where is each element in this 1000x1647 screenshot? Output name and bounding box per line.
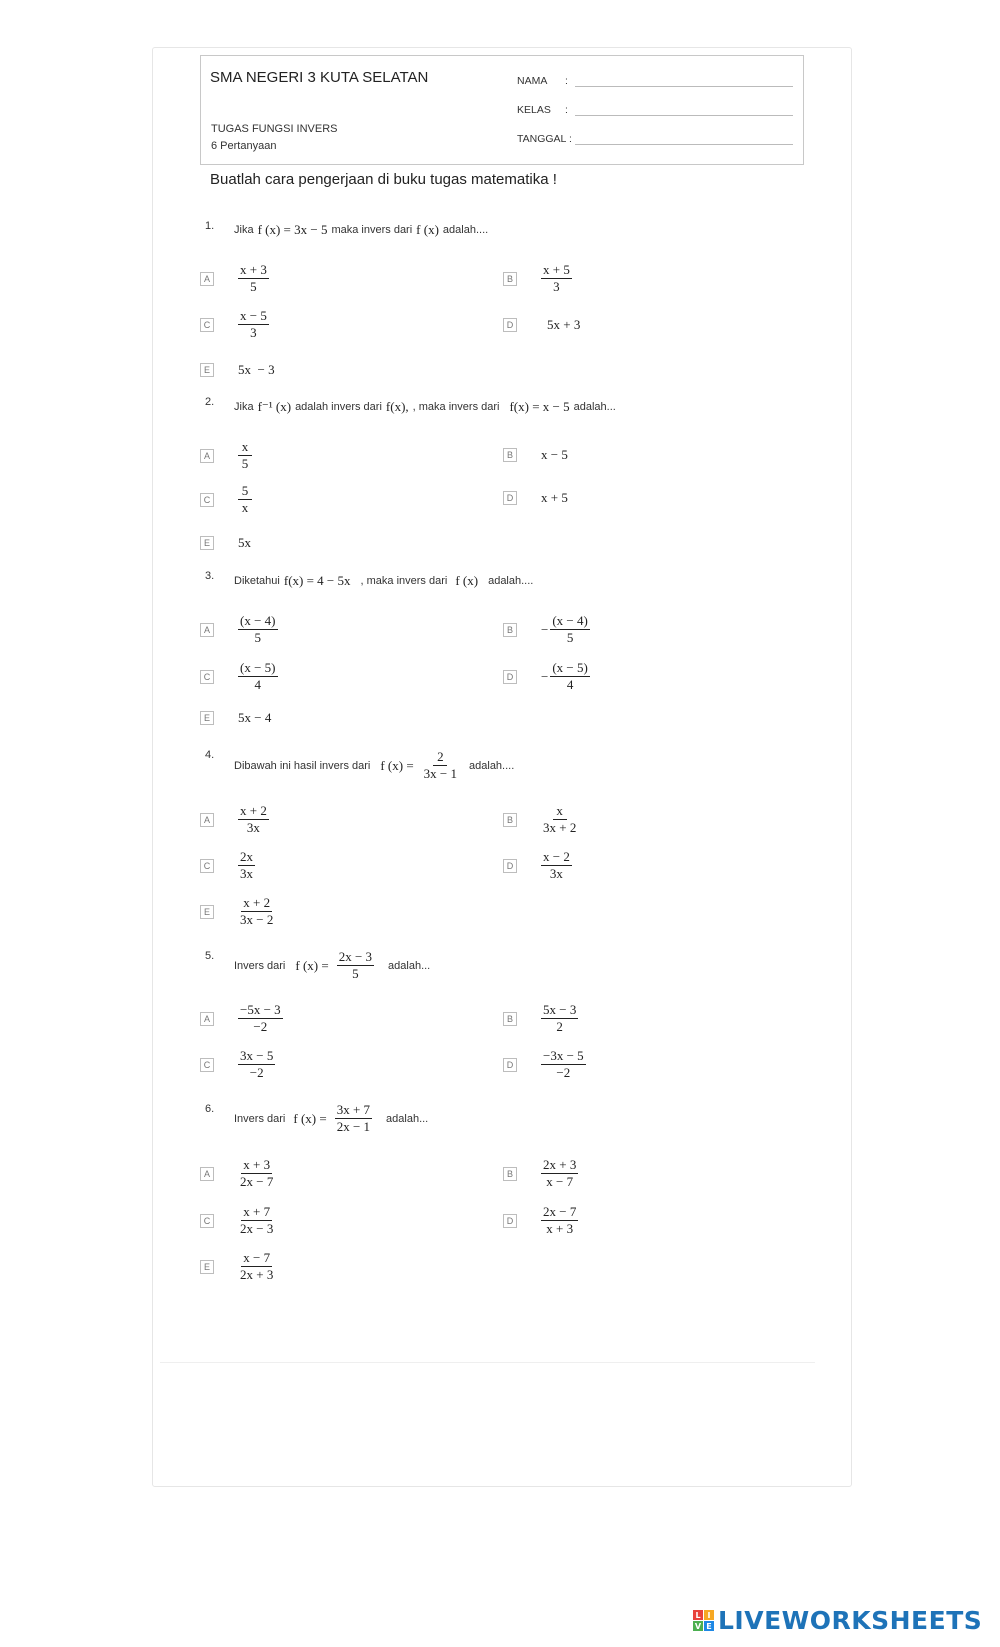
question-text-part: Invers dari [234, 1112, 286, 1125]
numerator: (x − 4) [240, 613, 276, 628]
question-math: f (x) = [293, 1110, 327, 1126]
option-b[interactable] [503, 1158, 578, 1189]
field-line[interactable] [575, 133, 793, 145]
denominator: 3x [240, 866, 253, 881]
question-math: f⁻¹ (x) [257, 399, 292, 414]
option-letter: A [200, 1167, 214, 1181]
numerator: x + 3 [240, 262, 267, 277]
option-fraction [550, 614, 590, 645]
numerator: 2x + 3 [543, 1157, 577, 1172]
option-d[interactable] [503, 490, 568, 506]
denominator: 3x + 2 [543, 820, 577, 835]
question-number: 3. [205, 570, 215, 582]
option-letter: A [200, 1012, 214, 1026]
option-fraction [238, 263, 269, 294]
option-fraction [238, 1251, 275, 1282]
field-colon: : [569, 133, 572, 145]
option-e[interactable] [200, 1251, 275, 1282]
option-value: x − 5 [541, 447, 568, 462]
denominator: 5 [352, 966, 359, 981]
numerator: 2 [433, 750, 447, 766]
denominator: 3 [553, 279, 560, 294]
divider [160, 1362, 815, 1363]
option-e[interactable] [200, 535, 251, 551]
option-fraction [541, 804, 578, 835]
option-fraction [541, 263, 572, 294]
numerator: x + 7 [243, 1204, 271, 1219]
denominator: x [241, 500, 249, 515]
question-fraction [422, 750, 459, 781]
question-number: 6. [205, 1103, 215, 1115]
question-text [234, 950, 430, 981]
option-d[interactable] [503, 317, 580, 333]
numerator: x + 2 [240, 803, 267, 818]
liveworksheets-logo [693, 1606, 982, 1635]
logo-text: LIVEWORKSHEETS [718, 1606, 983, 1635]
option-b[interactable] [503, 804, 578, 835]
option-letter: D [503, 318, 517, 332]
option-fraction [238, 484, 252, 515]
question-math: f (x) [455, 573, 479, 588]
option-fraction [238, 896, 275, 927]
numerator: x [238, 440, 252, 456]
question-math: f(x), [385, 399, 409, 414]
logo-mark-letter: I [704, 1610, 714, 1620]
numerator: x − 5 [240, 308, 267, 323]
option-fraction [550, 661, 590, 692]
option-fraction [238, 1158, 275, 1189]
option-b[interactable] [503, 1003, 578, 1034]
question-text-part: Jika [234, 401, 254, 413]
option-letter: B [503, 813, 517, 827]
option-c[interactable] [200, 309, 269, 340]
question-math: f (x) [416, 222, 439, 237]
option-a[interactable] [200, 614, 278, 645]
option-d[interactable] [503, 1205, 578, 1236]
question-count: 6 Pertanyaan [211, 140, 277, 152]
option-c[interactable] [200, 1205, 275, 1236]
option-c[interactable] [200, 484, 252, 515]
option-letter: C [200, 1058, 214, 1072]
option-letter: C [200, 318, 214, 332]
numerator: x − 7 [243, 1250, 271, 1265]
school-name: SMA NEGERI 3 KUTA SELATAN [210, 69, 429, 86]
option-fraction [541, 1003, 578, 1034]
class-field[interactable] [517, 100, 793, 116]
option-letter: E [200, 1260, 214, 1274]
option-letter: B [503, 448, 517, 462]
question-math: f (x) = 3x − 5 [257, 222, 328, 237]
option-letter: B [503, 272, 517, 286]
option-a[interactable] [200, 1003, 283, 1034]
question-math: f (x) = [380, 757, 414, 773]
denominator: −2 [556, 1065, 571, 1080]
option-letter: C [200, 859, 214, 873]
numerator: x − 2 [543, 849, 570, 864]
numerator: x + 5 [543, 262, 570, 277]
option-letter: D [503, 1058, 517, 1072]
option-fraction [238, 614, 278, 645]
numerator: x + 2 [243, 895, 271, 910]
numerator: 2x − 3 [338, 949, 373, 964]
option-letter: A [200, 813, 214, 827]
option-letter: B [503, 1167, 517, 1181]
question-text-part: , maka invers dari [412, 401, 500, 413]
question-number: 1. [205, 220, 215, 232]
question-text-part: adalah... [573, 401, 616, 413]
denominator: 2x + 3 [240, 1267, 274, 1282]
option-value: 5x + 3 [547, 317, 581, 332]
field-label: TANGGAL [517, 133, 567, 145]
option-value: 5x [238, 535, 251, 550]
numerator: −3x − 5 [543, 1048, 584, 1063]
denominator: 2x − 3 [240, 1221, 274, 1236]
question-text-part: adalah invers dari [295, 401, 382, 413]
instruction: Buatlah cara pengerjaan di buku tugas matematika ! [210, 171, 557, 188]
option-b[interactable] [503, 614, 590, 645]
option-c[interactable] [200, 1049, 275, 1080]
question-number: 5. [205, 950, 215, 962]
question-text [234, 750, 514, 781]
option-e[interactable] [200, 896, 275, 927]
option-letter: E [200, 711, 214, 725]
option-letter: D [503, 1214, 517, 1228]
option-letter: D [503, 859, 517, 873]
logo-mark-letter: V [694, 1621, 702, 1631]
denominator: −2 [253, 1019, 268, 1034]
option-value: x + 5 [541, 490, 568, 505]
option-fraction [541, 1049, 586, 1080]
option-fraction [238, 1003, 283, 1034]
denominator: 4 [254, 677, 261, 692]
question-text-part: , maka invers dari [360, 575, 448, 587]
option-e[interactable] [200, 710, 271, 726]
name-field[interactable] [517, 71, 793, 87]
question-text-part: Jika [234, 224, 254, 236]
question-number: 2. [205, 396, 215, 408]
option-letter: D [503, 491, 517, 505]
numerator: x + 3 [243, 1157, 271, 1172]
option-d[interactable] [503, 850, 572, 881]
minus-sign: − [541, 668, 549, 684]
option-b[interactable] [503, 263, 572, 294]
denominator: 5 [250, 279, 257, 294]
logo-mark-letter: E [704, 1621, 714, 1631]
question-text-part: maka invers dari [331, 224, 413, 236]
option-a[interactable] [200, 440, 252, 471]
denominator: −2 [249, 1065, 264, 1080]
option-c[interactable] [200, 661, 278, 692]
denominator: 2x − 1 [336, 1119, 371, 1134]
option-fraction [541, 1205, 578, 1236]
option-fraction [238, 309, 269, 340]
option-letter: B [503, 623, 517, 637]
denominator: x − 7 [546, 1174, 574, 1189]
option-fraction [541, 1158, 578, 1189]
logo-mark-letter: L [693, 1610, 703, 1620]
option-d[interactable] [503, 1049, 586, 1080]
denominator: 3x − 2 [240, 912, 274, 927]
option-letter: C [200, 493, 214, 507]
option-fraction [238, 1049, 275, 1080]
option-b[interactable] [503, 447, 568, 463]
option-letter: E [200, 905, 214, 919]
question-text-part: adalah.... [469, 759, 515, 772]
option-letter: C [200, 670, 214, 684]
denominator: 2 [556, 1019, 563, 1034]
logo-mark-icon [693, 1610, 714, 1631]
option-letter: A [200, 272, 214, 286]
numerator: 2x − 7 [543, 1204, 577, 1219]
option-letter: A [200, 623, 214, 637]
question-text [234, 399, 616, 415]
option-a[interactable] [200, 263, 269, 294]
question-math: f(x) = 4 − 5x [283, 573, 351, 588]
question-text [234, 1103, 428, 1134]
question-number: 4. [205, 749, 215, 761]
denominator: 3x [549, 866, 563, 881]
numerator: x [553, 804, 567, 820]
denominator: 2x − 7 [240, 1174, 274, 1189]
question-text-part: adalah.... [488, 575, 534, 587]
question-text-part: Diketahui [234, 575, 280, 587]
denominator: 5 [254, 630, 261, 645]
option-fraction [238, 804, 269, 835]
denominator: 5 [566, 630, 574, 645]
option-letter: D [503, 670, 517, 684]
option-letter: A [200, 449, 214, 463]
option-fraction [238, 440, 252, 471]
field-colon: : [565, 75, 568, 87]
field-line[interactable] [575, 104, 793, 116]
task-title: TUGAS FUNGSI INVERS [211, 123, 338, 135]
question-fraction [335, 1103, 372, 1134]
option-fraction [238, 661, 278, 692]
question-text-part: adalah.... [442, 224, 489, 236]
option-letter: E [200, 363, 214, 377]
option-value: 5x − 4 [238, 710, 272, 725]
question-text-part: Dibawah ini hasil invers dari [234, 759, 371, 772]
option-letter: E [200, 536, 214, 550]
question-text [234, 573, 533, 589]
field-colon: : [565, 104, 568, 116]
denominator: 4 [566, 677, 574, 692]
option-c[interactable] [200, 850, 255, 881]
field-label: NAMA [517, 75, 548, 87]
date-field[interactable] [517, 129, 793, 145]
numerator: 3x + 7 [336, 1102, 371, 1117]
option-value: 5x − 3 [238, 362, 275, 377]
numerator: −5x − 3 [240, 1002, 281, 1017]
question-text [234, 222, 488, 238]
option-fraction [238, 1205, 275, 1236]
numerator: 2x [240, 849, 253, 864]
option-a[interactable] [200, 804, 269, 835]
question-math: f (x) = [295, 957, 329, 973]
question-text-part: adalah... [386, 1112, 429, 1125]
denominator: 3x [246, 820, 260, 835]
option-a[interactable] [200, 1158, 275, 1189]
numerator: 3x − 5 [240, 1048, 274, 1063]
question-fraction [337, 950, 374, 981]
denominator: 3 [250, 325, 257, 340]
option-e[interactable] [200, 362, 275, 378]
question-math: f(x) = x − 5 [509, 399, 570, 414]
field-line[interactable] [575, 75, 793, 87]
option-fraction [238, 850, 255, 881]
numerator: (x − 5) [552, 660, 588, 675]
question-text-part: adalah... [388, 959, 431, 972]
numerator: 5x − 3 [543, 1002, 577, 1017]
denominator: x + 3 [546, 1221, 574, 1236]
option-d[interactable] [503, 661, 590, 692]
option-letter: C [200, 1214, 214, 1228]
option-letter: B [503, 1012, 517, 1026]
question-text-part: Invers dari [234, 959, 286, 972]
option-fraction [541, 850, 572, 881]
denominator: 3x − 1 [423, 766, 458, 781]
field-label: KELAS [517, 104, 551, 116]
minus-sign: − [541, 621, 549, 637]
numerator: (x − 4) [552, 613, 588, 628]
numerator: (x − 5) [240, 660, 276, 675]
numerator: 5 [238, 484, 252, 500]
denominator: 5 [241, 456, 249, 471]
